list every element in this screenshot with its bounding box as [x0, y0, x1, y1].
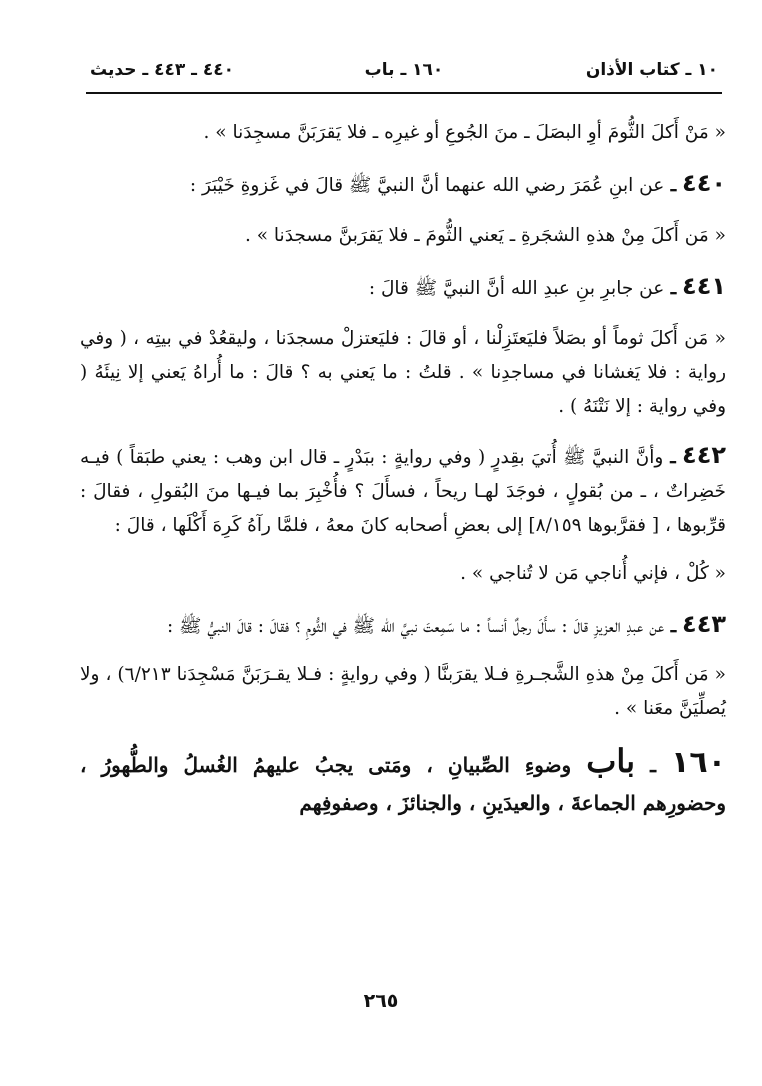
hadith-440 [80, 166, 726, 203]
quote-paragraph [80, 116, 726, 150]
paragraph-text: عن جابرِ بنِ عبدِ الله أنَّ النبيَّ ﷺ قالَ : [368, 278, 665, 299]
dash-separator: ـ [635, 753, 656, 777]
chapter-word: باب [586, 742, 636, 780]
header-hadith-range: ٤٤٠ ـ ٤٤٣ ـ حديث [90, 60, 235, 80]
paragraph-text: « مَن أَكلَ مِنْ هذهِ الشَّجـرةِ فـلا يقرَبنَّا ( وفي روايةٍ : فـلا يقـرَبَنَّ مَسْجِدَنا ٦/٢١٣) ، ولا يُصلِّيَنَّ معَنا » . [80, 664, 726, 719]
hadith-number: ٤٤١ [682, 272, 726, 300]
dash-separator: ـ [663, 447, 676, 468]
paragraph-text: « مَنْ أَكلَ الثُّومَ أوِ البصَلَ ـ منَ الجُوعِ أو غيرِه ـ فلا يَقرَبَنَّ مسجِدَنا » . [203, 122, 726, 143]
dash-separator: ـ [664, 616, 677, 637]
paragraph-text: عن عبدِ العزيزِ قالَ : سأَلَ رجلٌ أنساً : ما سَمِعتَ نبيَّ الله ﷺ في الثُّومِ ؟ فقالَ : قالَ النبيُّ ﷺ : [167, 616, 665, 637]
page-body [80, 116, 726, 838]
dash-separator: ـ [664, 278, 677, 299]
hadith-442 [80, 438, 726, 543]
chapter-number: ١٦٠ [671, 745, 727, 780]
quote-paragraph [80, 557, 726, 591]
quote-paragraph [80, 658, 726, 726]
hadith-443 [80, 607, 726, 644]
paragraph-text: « مَن أَكلَ مِنْ هذهِ الشجَرةِ ـ يَعني الثُّومَ ـ فلا يَقرَبنَّ مسجدَنا » . [244, 225, 726, 246]
paragraph-text: عن ابنِ عُمَرَ رضي الله عنهما أنَّ النبيَّ ﷺ قالَ في غَزوةِ خَيْبَرَ : [189, 175, 665, 196]
hadith-number: ٤٤٢ [682, 441, 726, 469]
hadith-number: ٤٤٣ [682, 610, 726, 638]
paragraph-text: « كُلْ ، فإني أُناجي مَن لا تُناجي » . [460, 563, 726, 584]
header-book-title: ١٠ ـ كتاب الأذان [585, 60, 718, 80]
hadith-number: ٤٤٠ [682, 169, 726, 197]
quote-paragraph [80, 322, 726, 424]
hadith-441 [80, 269, 726, 306]
paragraph-text: وأنَّ النبيَّ ﷺ أُتيَ بقِدرٍ ( وفي روايةٍ : ببَدْرٍ ـ قال ابن وهب : يعني طبَقاً ) فيـه خَضِراتٌ ، ـ من بُقولٍ ، فوجَدَ لهـا ريحاً ، فسأَلَ ؟ فأُخْبِرَ بما فيـها منَ البُقولِ ، فقالَ : قرِّبوها ، [ فقرَّبوها ٨/١٥٩] إلى بعضِ أصحابه كانَ معهُ ، فلمَّا رآهُ كَرِهَ أَكْلَها ، قالَ : [80, 447, 726, 536]
header-chapter: ١٦٠ ـ باب [364, 60, 444, 80]
dash-separator: ـ [664, 175, 677, 196]
chapter-heading [80, 742, 726, 822]
running-header [86, 56, 722, 84]
page-number: ٢٦٥ [363, 990, 399, 1012]
header-rule [86, 92, 722, 94]
chapter-title: وضوءِ الصِّبيانِ ، ومَتى يجبُ عليهمُ الغُسلُ والطُّهورُ ، وحضورِهم الجماعةَ ، والعيدَينِ ، والجنائزَ ، وصفوفِهم [80, 753, 726, 815]
quote-paragraph [80, 219, 726, 253]
paragraph-text: « مَن أَكلَ ثوماً أو بصَلاً فليَعتَزِلْنا ، أو قالَ : فليَعتزلْ مسجدَنا ، وليقعُدْ في بيتِه ، ( وفي رواية : فلا يَغشانا في مساجدِنا » . قلتُ : ما يَعني به ؟ قالَ : ما أُراهُ يَعني إلا نِيئَهُ ( وفي رواية : إلا نَتْنَهُ ) . [80, 328, 726, 417]
